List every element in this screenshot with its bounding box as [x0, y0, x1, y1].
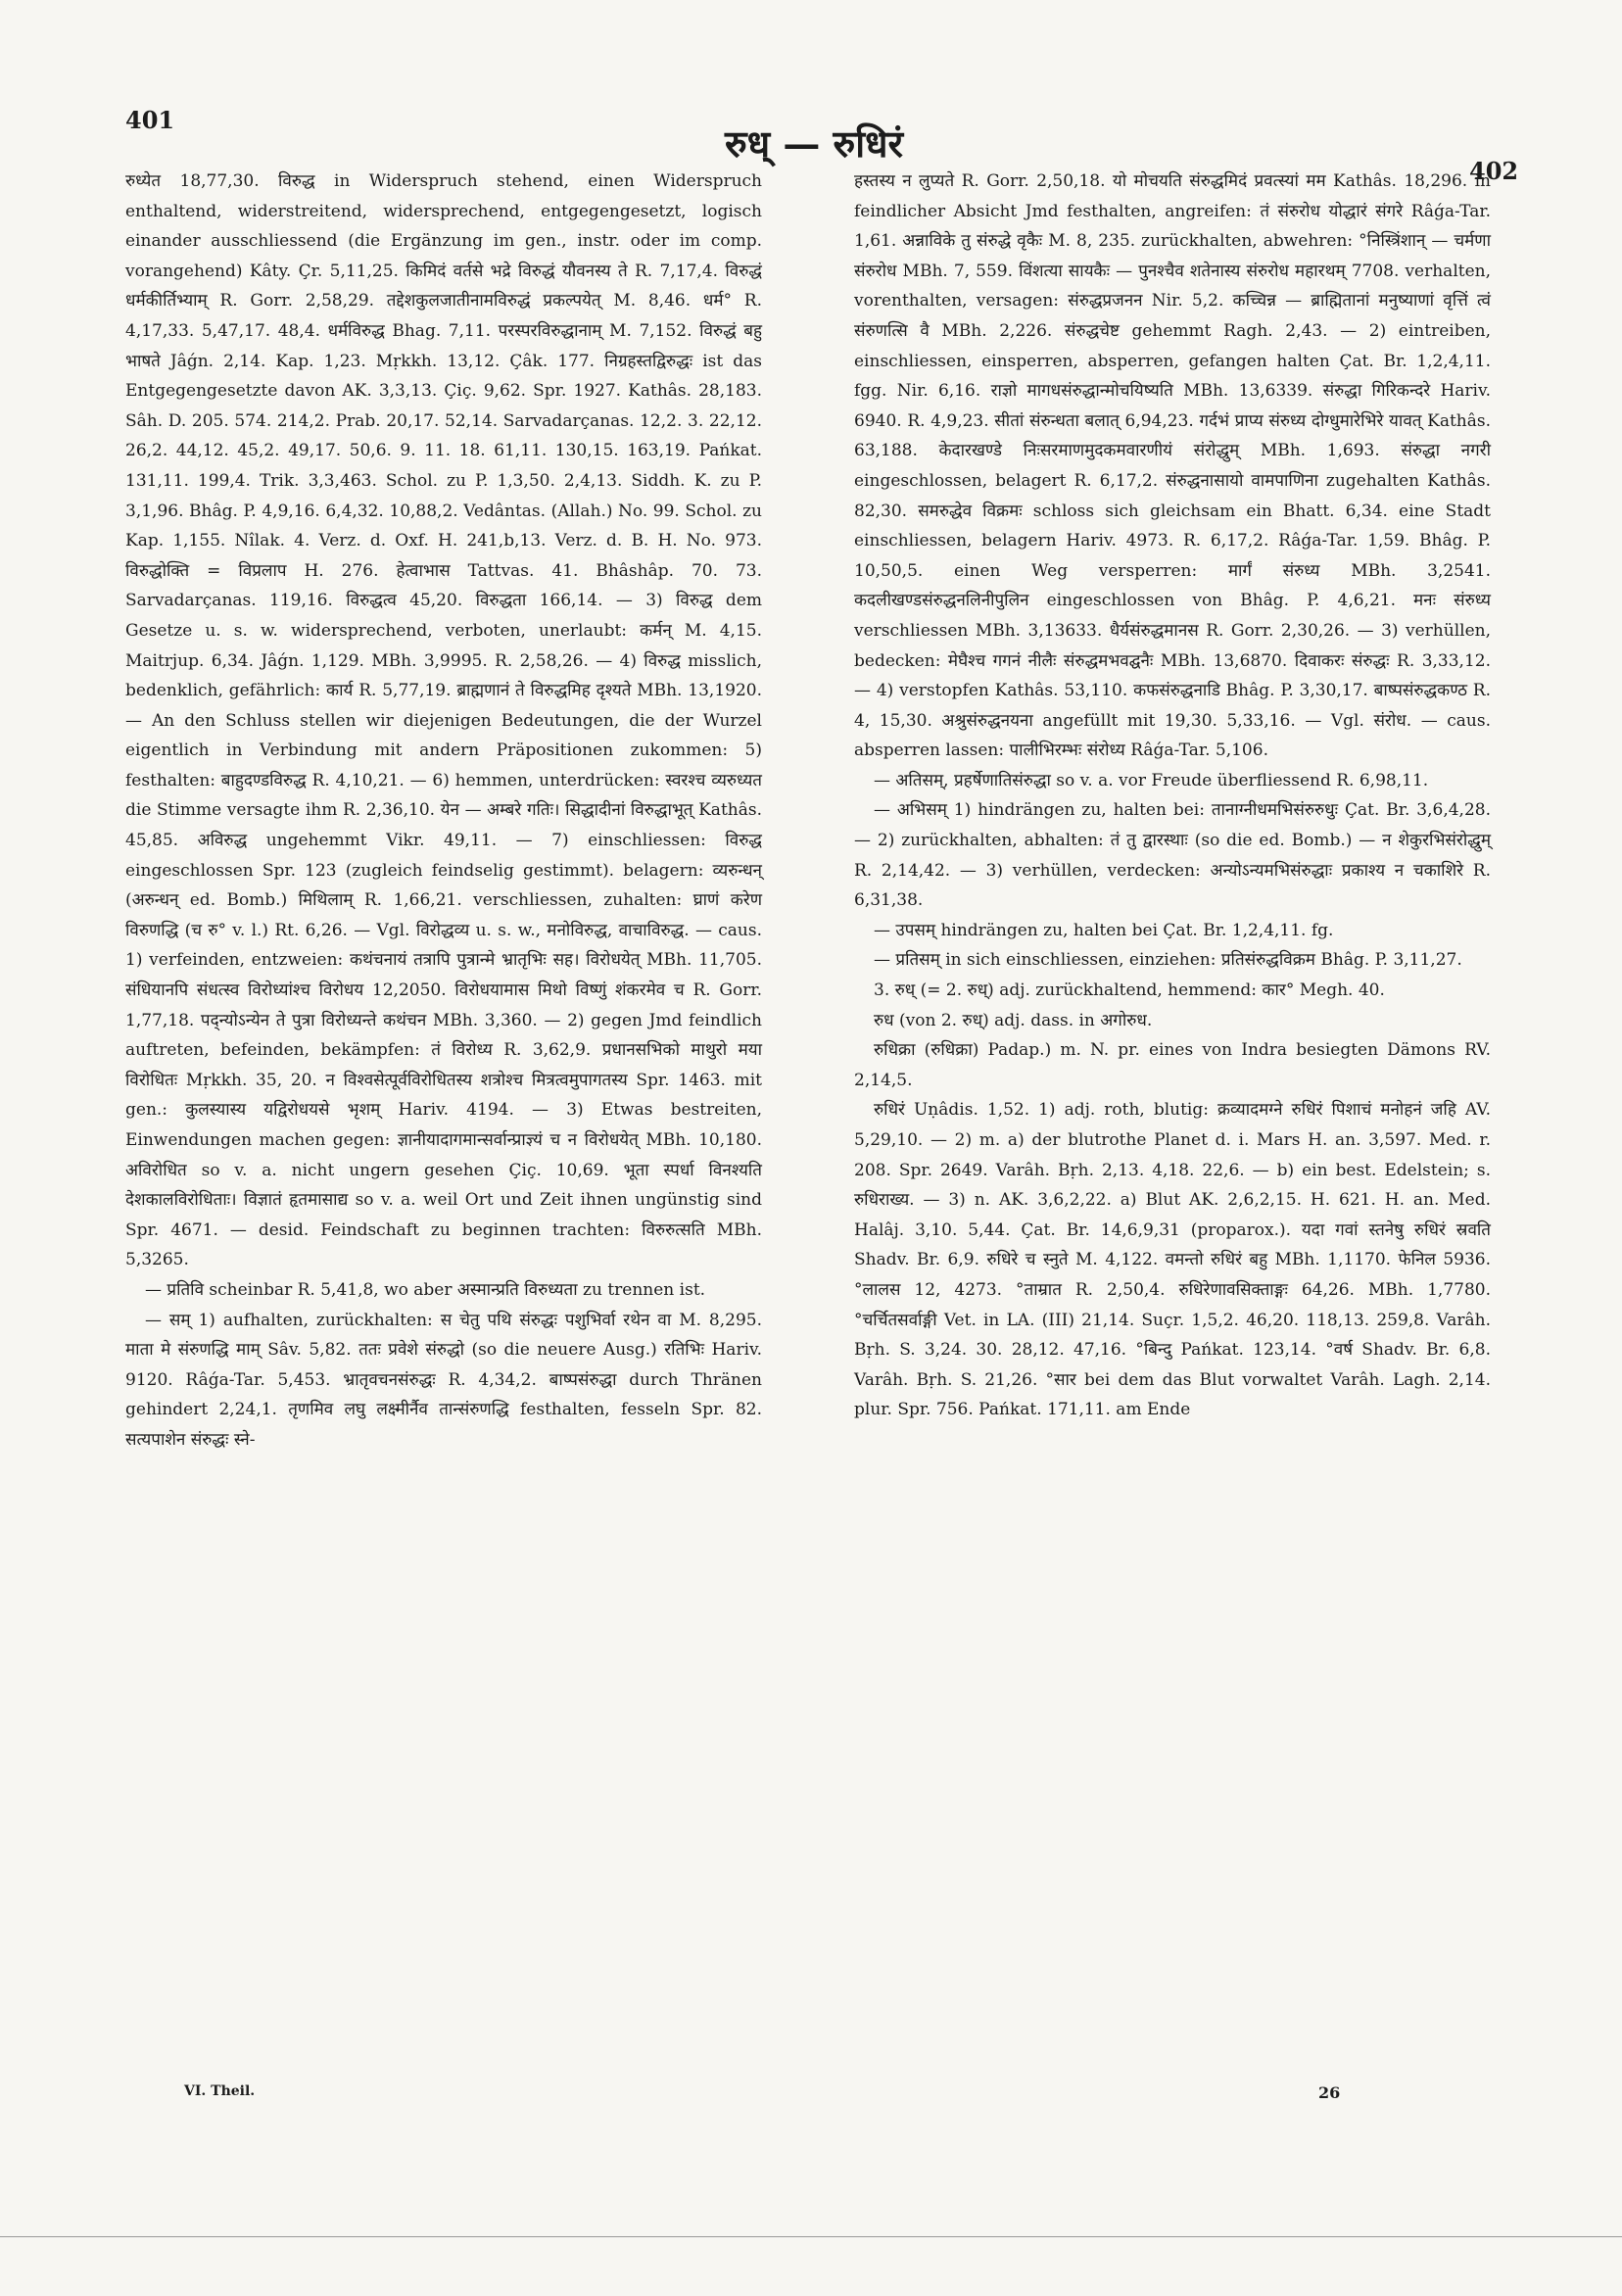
left-column — [125, 167, 762, 1456]
volume-signature: VI. Theil. — [184, 2083, 256, 2099]
paragraph: — अतिसम्, प्रहर्षेणातिसंरुद्धा so v. a. vor Freude überfliessend R. 6,98,11. — [874, 770, 1429, 790]
page-number-right: 402 — [1469, 157, 1519, 185]
paragraph: हस्तस्य न लुप्यते R. Gorr. 2,50,18. यो मोचयति संरुद्धमिदं प्रवत्स्यां मम Kathâs. 18,296. in feindlicher Absicht Jmd festhalten, angreifen: तं संरुरोध योद्धारं संगरे Râǵa-Tar. 1,61. अन्नाविके तु संरुद्धे वृकैः M. 8, 235. zurückhalten, abwehren: °निस्त्रिंशान् — चर्मणा संरुरोध MBh. 7, 559. विंशत्या सायकैः — पुनश्चैव शतेनास्य संरुरोध महारथम् 7708. verhalten, vorenthalten, versagen: संरुद्धप्रजनन Nir. 5,2. कच्चिन्न — ब्राह्मितानां मनुष्याणां वृत्तिं त्वं संरुणत्सि वै MBh. 2,226. संरुद्धचेष्ट gehemmt Ragh. 2,43. — 2) eintreiben, einschliessen, einsperren, absperren, gefangen halten Çat. Br. 1,2,4,11. fgg. Nir. 6,16. राज्ञो मागधसंरुद्धान्मोचयिष्यति MBh. 13,6339. संरुद्धा गिरिकन्दरे Hariv. 6940. R. 4,9,23. सीतां संरुन्धता बलात् 6,94,23. गर्दभं प्राप्य संरुध्य दोग्धुमारेभिरे यावत् Kathâs. 63,188. केदारखण्डे निःसरमाणमुदकमवारणीयं संरोद्धुम् MBh. 1,693. संरुद्धा नगरी eingeschlossen, belagert R. 6,17,2. संरुद्धनासायो वामपाणिना zugehalten Kathâs. 82,30. समरुद्धेव विक्रमः schloss sich gleichsam ein Bhatt. 6,34. eine Stadt einschliessen, belagern Hariv. 4973. R. 6,17,2. Râǵa-Tar. 1,59. Bhâg. P. 10,50,5. einen Weg versperren: मार्गं संरुध्य MBh. 3,2541. कदलीखण्डसंरुद्धनलिनीपुलिन eingeschlossen von Bhâg. P. 4,6,21. मनः संरुध्य verschliessen MBh. 3,13633. धैर्यसंरुद्धमानस R. Gorr. 2,30,26. — 3) verhüllen, bedecken: मेघैश्च गगनं नीलैः संरुद्धमभवद्घनैः MBh. 13,6870. दिवाकरः संरुद्धः R. 3,33,12. — 4) verstopfen Kathâs. 53,110. कफसंरुद्धनाडि Bhâg. P. 3,30,17. बाष्पसंरुद्धकण्ठ R. 4, 15,30. अश्रुसंरुद्धनयना angefüllt mit 19,30. 5,33,16. — Vgl. संरोध. — caus. absperren lassen: पालीभिरम्भः संरोध्य Râǵa-Tar. 5,106. — [854, 171, 1491, 761]
paragraph: — सम् 1) aufhalten, zurückhalten: स चेतु पथि संरुद्धः पशुभिर्वा रथेन वा M. 8,295. माता मे संरुणद्धि माम् Sâv. 5,82. ततः प्रवेशे संरुद्धो (so die neuere Ausg.) रतिभिः Hariv. 9120. Râǵa-Tar. 5,453. भ्रातृवचनसंरुद्धः R. 4,34,2. बाष्पसंरुद्धा durch Thränen gehindert 2,24,1. तृणमिव लघु लक्ष्मीर्नैव तान्संरुणद्धि festhalten, fesseln Spr. 82. सत्यपाशेन संरुद्धः स्ने- — [125, 1310, 762, 1450]
page-number-left: 401 — [125, 106, 175, 134]
paragraph: — प्रतिवि scheinbar R. 5,41,8, wo aber अस्मान्प्रति विरुध्यता zu trennen ist. — [145, 1279, 706, 1300]
paragraph: 3. रुध् (= 2. रुध्) adj. zurückhaltend, hemmend: कार° Megh. 40. — [874, 981, 1385, 1001]
running-header: रुध् — रुधिरं — [725, 121, 904, 166]
bottom-rule — [0, 2236, 1622, 2237]
paragraph: रुध्येत 18,77,30. विरुद्ध in Widerspruch stehend, einen Widerspruch enthaltend, widerstreitend, widersprechend, entgegengesetzt, logisch einander ausschliessend (die Ergänzung im gen., instr. oder im comp. vorangehend) Kâty. Çr. 5,11,25. किमिदं वर्तसे भद्रे विरुद्धं यौवनस्य ते R. 7,17,4. विरुद्धं धर्मकीर्तिभ्याम् R. Gorr. 2,58,29. तद्देशकुलजातीनामविरुद्धं प्रकल्पयेत् M. 8,46. धर्म° R. 4,17,33. 5,47,17. 48,4. धर्मविरुद्ध Bhag. 7,11. परस्परविरुद्धानाम् M. 7,152. विरुद्धं बहु भाषते Jâǵn. 2,14. Kap. 1,23. Mṛkkh. 13,12. Çâk. 177. निग्रहस्तद्विरुद्धः ist das Entgegengesetzte davon AK. 3,3,13. Çiç. 9,62. Spr. 1927. Kathâs. 28,183. Sâh. D. 205. 574. 214,2. Prab. 20,17. 52,14. Sarvadarçanas. 12,2. 3. 22,12. 26,2. 44,12. 45,2. 49,17. 50,6. 9. 11. 18. 61,11. 130,15. 163,19. Pańkat. 131,11. 199,4. Trik. 3,3,463. Schol. zu P. 1,3,50. 2,4,13. Siddh. K. zu P. 3,1,96. Bhâg. P. 4,9,16. 6,4,32. 10,88,2. Vedântas. (Allah.) No. 99. Schol. zu Kap. 1,155. Nîlak. 4. Verz. d. Oxf. H. 241,b,13. Verz. d. B. H. No. 973. विरुद्धोक्ति = विप्रलाप H. 276. हेत्वाभास Tattvas. 41. Bhâshâp. 70. 73. Sarvadarçanas. 119,16. विरुद्धत्व 45,20. विरुद्धता 166,14. — 3) विरुद्ध dem Gesetze u. s. w. widersprechend, verboten, unerlaubt: कर्मन् M. 4,15. Maitrjup. 6,34. Jâǵn. 1,129. MBh. 3,9995. R. 2,58,26. — 4) विरुद्ध misslich, bedenklich, gefährlich: कार्य R. 5,77,19. ब्राह्मणानं ते विरुद्धमिह दृश्यते MBh. 13,1920. — An den Schluss stellen wir diejenigen Bedeutungen, die der Wurzel eigentlich in Verbindung mit andern Präpositionen zukommen: 5) festhalten: बाहुदण्डविरुद्ध R. 4,10,21. — 6) hemmen, unterdrücken: स्वरश्च व्यरुध्यत die Stimme versagte ihm R. 2,36,10. येन — अम्बरे गतिः। सिद्धादीनां विरुद्धाभूत् Kathâs. 45,85. अविरुद्ध ungehemmt Vikr. 49,11. — 7) einschliessen: विरुद्ध eingeschlossen Spr. 123 (zugleich feindselig gestimmt). belagern: व्यरुन्धन् (अरुन्धन् ed. Bomb.) मिथिलाम् R. 1,66,21. verschliessen, zuhalten: घ्राणं करेण विरुणद्धि (च रु° v. l.) Rt. 6,26. — Vgl. विरोद्धव्य u. s. w., मनोविरुद्ध, वाचाविरुद्ध. — caus. 1) verfeinden, entzweien: कथंचनायं तत्रापि पुत्रान्मे भ्रातृभिः सह। विरोधयेत् MBh. 11,705. संधियानपि संधत्स्व विरोध्यांश्च विरोधय 12,2050. विरोधयामास मिथो विष्णुं शंकरमेव च R. Gorr. 1,77,18. पद्न्योऽन्येन ते पुत्रा विरोध्यन्ते कथंचन MBh. 3,360. — 2) gegen Jmd feindlich auftreten, befeinden, bekämpfen: तं विरोध्य R. 3,62,9. प्रधानसभिको माथुरो मया विरोधितः Mṛkkh. 35, 20. न विश्वसेत्पूर्वविरोधितस्य शत्रोश्च मित्रत्वमुपागतस्य Spr. 1463. mit gen.: कुलस्यास्य यद्विरोधयसे भृशम् Hariv. 4194. — 3) Etwas bestreiten, Einwendungen machen gegen: ज्ञानीयादागमान्सर्वान्प्राज्ञ्यं च न विरोधयेत् MBh. 10,180. अविरोधित so v. a. nicht ungern gesehen Çiç. 10,69. भूता स्पर्धा विनश्यति देशकालविरोधिताः। विज्ञातं हृतमासाद्य so v. a. weil Ort und Zeit ihnen ungünstig sind Spr. 4671. — desid. Feindschaft zu beginnen trachten: विरुरुत्सति MBh. 5,3265. — [125, 171, 762, 1270]
paragraph: — अभिसम् 1) hindrängen zu, halten bei: तानाग्नीधमभिसंरुरुधुः Çat. Br. 3,6,4,28. — 2) zurückhalten, abhalten: तं तु द्वारस्थाः (so die ed. Bomb.) — न शेकुरभिसंरोद्धुम् R. 2,14,42. — 3) verhüllen, verdecken: अन्योऽन्यमभिसंरुद्धाः प्रकाश्य न चकाशिरे R. 6,31,38. — [854, 800, 1491, 911]
paragraph: रुधिक्रा (रुधिक्रा) Padap.) m. N. pr. eines von Indra besiegten Dämons RV. 2,14,5. — [854, 1040, 1491, 1090]
paragraph: रुध (von 2. रुध्) adj. dass. in अगोरुध. — [874, 1010, 1153, 1030]
paragraph: रुधिरं Uṇâdis. 1,52. 1) adj. roth, blutig: क्रव्यादमग्ने रुधिरं पिशाचं मनोहनं जहि AV. 5,29,10. — 2) m. a) der blutrothe Planet d. i. Mars H. an. 3,597. Med. r. 208. Spr. 2649. Varâh. Bṛh. 2,13. 4,18. 22,6. — b) ein best. Edelstein; s. रुधिराख्य. — 3) n. AK. 3,6,2,22. a) Blut AK. 2,6,2,15. H. 621. H. an. Med. Halâj. 3,10. 5,44. Çat. Br. 14,6,9,31 (proparox.). यदा गवां स्तनेषु रुधिरं स्रवति Shadv. Br. 6,9. रुधिरे च स्नुते M. 4,122. वमन्तो रुधिरं बहु MBh. 1,1170. फेनिल 5936. °लालस 12, 4273. °ताम्रात R. 2,50,4. रुधिरेणावसिक्ताङ्गः 64,26. MBh. 1,7780. °चर्चितसर्वाङ्गी Vet. in LA. (III) 21,14. Suçr. 1,5,2. 46,20. 118,13. 259,8. Varâh. Bṛh. S. 3,24. 30. 28,12. 47,16. °बिन्दु Pańkat. 123,14. °वर्ष Shadv. Br. 6,8. Varâh. Bṛh. S. 21,26. °सार bei dem das Blut vorwaltet Varâh. Lagh. 2,14. plur. Spr. 756. Pańkat. 171,11. am Ende — [854, 1100, 1491, 1420]
paragraph: — प्रतिसम् in sich einschliessen, einziehen: प्रतिसंरुद्धविक्रम Bhâg. P. 3,11,27. — [874, 950, 1462, 971]
sheet-number: 26 — [1318, 2083, 1341, 2102]
paragraph: — उपसम् hindrängen zu, halten bei Çat. Br. 1,2,4,11. fg. — [874, 920, 1334, 940]
right-column — [854, 167, 1491, 1425]
